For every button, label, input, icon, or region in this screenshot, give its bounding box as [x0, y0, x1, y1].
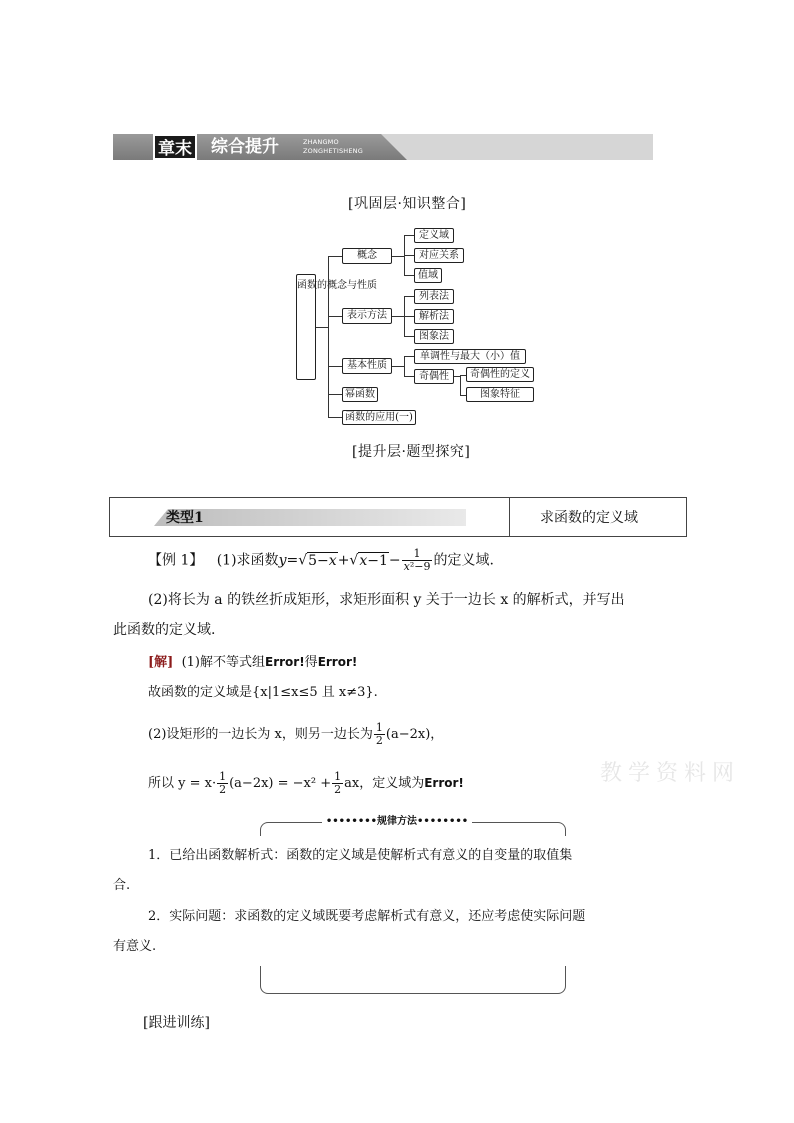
example-question-2-line1: (2)将长为 a 的铁丝折成矩形，求矩形面积 y 关于一边长 x 的解析式，并写出 [148, 592, 625, 608]
method-point-2-line2: 有意义. [113, 939, 157, 954]
mindmap-concept: 概念 [342, 248, 392, 264]
mindmap-properties: 基本性质 [342, 358, 392, 374]
banner-bar-light [381, 134, 653, 160]
method-label: ••••••••规律方法•••••••• [322, 814, 472, 830]
example-text: (1)求函数 [216, 552, 279, 569]
method-point-1-line2: 合. [113, 878, 131, 893]
solution-step-2: 故函数的定义域是{x|1≤x≤5 且 x≠3}. [148, 685, 378, 700]
type-label: 类型1 [166, 510, 204, 526]
mindmap-parity: 奇偶性 [414, 369, 454, 384]
section-title-improvement: [提升层·题型探究] [352, 444, 471, 460]
solution-text-1: (1)解不等式组 [181, 655, 265, 670]
error-text-1: Error! [265, 655, 305, 669]
pinyin-line-2: ZONGHETISHENG [303, 147, 363, 155]
chapter-banner [113, 134, 653, 160]
watermark: 教学资料网 [600, 761, 741, 786]
section-title-consolidation: [巩固层·知识整合] [348, 196, 467, 212]
mindmap-domain: 定义域 [414, 228, 454, 243]
method-point-2-line1: 2．实际问题：求函数的定义域既要考虑解析式有意义，还应考虑使实际问题 [148, 909, 586, 924]
mindmap-table-method: 列表法 [414, 289, 454, 304]
type-header [109, 497, 687, 537]
mindmap-analytic-method: 解析法 [414, 309, 454, 324]
solution-text-3b: (a−2x)， [385, 727, 444, 742]
mindmap-range: 值域 [414, 268, 442, 283]
mindmap-graph-feature: 图象特征 [466, 387, 534, 402]
mindmap-root: 函数的概念与性质 [296, 274, 316, 380]
error-text-3: Error! [424, 776, 464, 790]
solution-text-4b: (a−2x) = −x² + [229, 776, 332, 791]
mindmap-correspondence: 对应关系 [414, 248, 464, 263]
method-point-1-line1: 1．已给出函数解析式：函数的定义域是使解析式有意义的自变量的取值集 [148, 848, 573, 863]
mindmap-application: 函数的应用(一) [342, 410, 416, 425]
example-text-suffix: 的定义域. [433, 552, 494, 569]
pinyin-line-1: ZHANGMO [303, 138, 339, 146]
solution-step-3: (2)设矩形的一边长为 x，则另一边长为 $\frac{1}{2}$ (a−2x)， [148, 721, 444, 747]
banner-tag-chapter-end: 章末 [153, 134, 197, 160]
banner-tag-summary: 综合提升 [211, 137, 279, 157]
banner-pinyin [303, 138, 363, 156]
training-title: [跟进训练] [143, 1015, 210, 1031]
solution-text-4: 所以 y = x· [148, 776, 217, 791]
example-question-1: 【例 1】 (1)求函数y=√5−x+√x−1− $\frac{1}{\text{x²−9}}$ 的定义域. [148, 547, 494, 573]
error-text-2: Error! [317, 655, 358, 669]
example-question-2-line2: 此函数的定义域. [113, 622, 216, 638]
solution-step-1 [148, 652, 357, 673]
solution-step-4: 所以 y = x· $\frac{1}{2}$ (a−2x) = −x² + $\frac{1}{2}$ ax，定义域为Error! [148, 770, 464, 796]
example-tag: 【例 1】 [148, 552, 204, 569]
mindmap-representation: 表示方法 [342, 308, 392, 324]
method-box-bottom [260, 966, 566, 994]
solution-text-4c: ax，定义域为 [344, 776, 425, 791]
mindmap-graph-method: 图象法 [414, 329, 454, 344]
solution-text-3: (2)设矩形的一边长为 x，则另一边长为 [148, 727, 373, 742]
mindmap-monotonicity: 单调性与最大（小）值 [414, 349, 526, 364]
type-topic: 求函数的定义域 [540, 510, 638, 526]
mindmap-power-function: 幂函数 [342, 387, 378, 402]
solution-text-1b: 得 [304, 655, 318, 670]
solution-tag: [解] [148, 655, 174, 670]
mindmap-parity-definition: 奇偶性的定义 [466, 367, 534, 382]
